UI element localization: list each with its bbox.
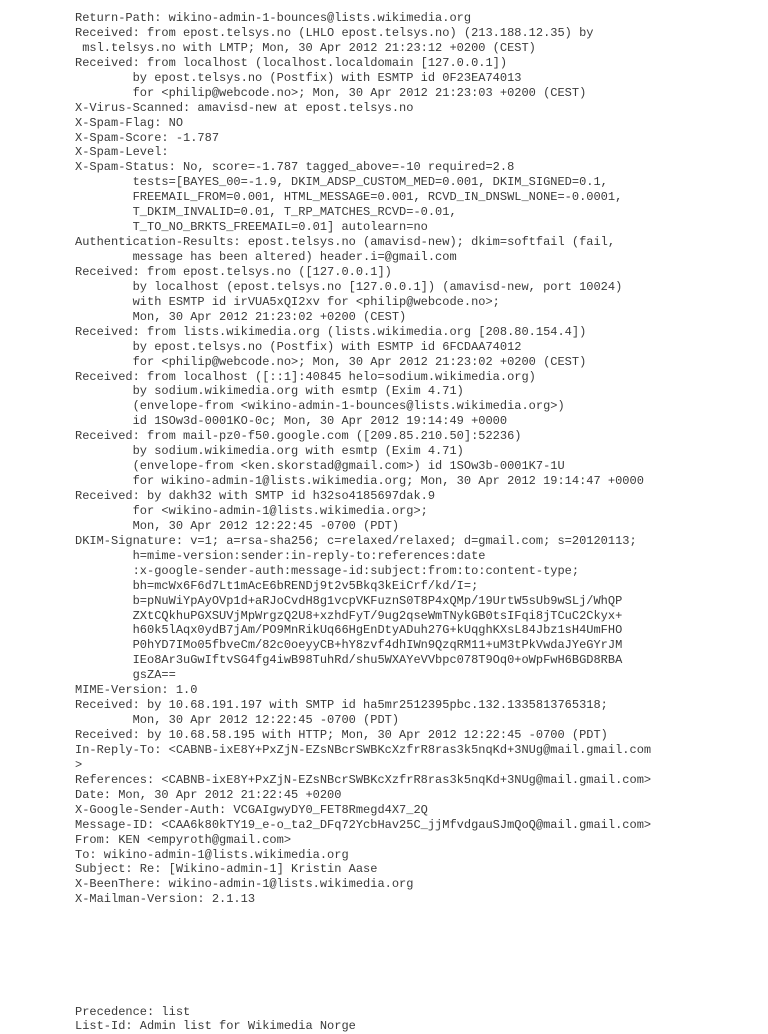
header-line: X-Spam-Score: -1.787 xyxy=(75,130,220,145)
header-line: ZXtCQkhuPGXSUVjMpWrgzQ2U8+xzhdFyT/9ug2qseWmTNykGB0tsIFqi8jTCuC2Ckyx+ xyxy=(75,608,623,623)
header-line: Received: from mail-pz0-f50.google.com ([209.85.210.50]:52236) xyxy=(75,429,522,444)
header-line: T_DKIM_INVALID=0.01, T_RP_MATCHES_RCVD=-0.01, xyxy=(75,205,457,220)
header-line: X-Spam-Level: xyxy=(75,145,169,160)
header-line: for <philip@webcode.no>; Mon, 30 Apr 2012 21:23:02 +0200 (CEST) xyxy=(75,354,587,369)
email-headers-block xyxy=(75,11,760,907)
header-line: X-Virus-Scanned: amavisd-new at epost.telsys.no xyxy=(75,100,414,115)
header-line: Mon, 30 Apr 2012 12:22:45 -0700 (PDT) xyxy=(75,713,400,728)
precedence-header-line: Precedence: list xyxy=(75,1005,191,1019)
header-line: IEo8Ar3uGwIftvSG4fg4iwB98TuhRd/shu5WXAYeVVbpc078T9Oq0+oWpFwH6BGD8RBA xyxy=(75,653,623,668)
header-line: Received: by 10.68.191.197 with SMTP id ha5mr2512395pbc.132.1335813765318; xyxy=(75,698,608,713)
header-line: X-Spam-Status: No, score=-1.787 tagged_above=-10 required=2.8 xyxy=(75,160,515,175)
header-line: X-Mailman-Version: 2.1.13 xyxy=(75,892,256,907)
header-line: by localhost (epost.telsys.no [127.0.0.1]) (amavisd-new, port 10024) xyxy=(75,279,623,294)
header-line: > xyxy=(75,757,83,772)
header-line: Received: by dakh32 with SMTP id h32so4185697dak.9 xyxy=(75,489,436,503)
header-line: In-Reply-To: <CABNB-ixE8Y+PxZjN-EZsNBcrSWBKcXzfrR8ras3k5nqKd+3NUg@mail.gmail.com xyxy=(75,742,652,757)
header-line: for <wikino-admin-1@lists.wikimedia.org>; xyxy=(75,503,428,518)
header-line: for wikino-admin-1@lists.wikimedia.org; Mon, 30 Apr 2012 19:14:47 +0000 xyxy=(75,474,644,489)
header-line: Received: from lists.wikimedia.org (lists.wikimedia.org [208.80.154.4]) xyxy=(75,324,587,339)
header-line: Message-ID: <CAA6k80kTY19_e-o_ta2_DFq72YcbHav25C_jjMfvdgauSJmQoQ@mail.gmail.com> xyxy=(75,817,652,832)
header-line: gsZA== xyxy=(75,668,176,683)
header-line: h=mime-version:sender:in-reply-to:references:date xyxy=(75,548,486,563)
header-line: Date: Mon, 30 Apr 2012 21:22:45 +0200 xyxy=(75,787,342,802)
header-line: b=pNuWiYpAyOVp1d+aRJoCvdH8g1vcpVKFuznS0T8P4xQMp/19UrtW5sUb9wSLj/WhQP xyxy=(75,593,623,608)
header-line: To: wikino-admin-1@lists.wikimedia.org xyxy=(75,847,349,862)
header-line: Mon, 30 Apr 2012 21:23:02 +0200 (CEST) xyxy=(75,309,407,324)
header-line: with ESMTP id irVUA5xQI2xv for <philip@webcode.no>; xyxy=(75,294,500,309)
header-line: msl.telsys.no with LMTP; Mon, 30 Apr 2012 21:23:12 +0200 (CEST) xyxy=(75,40,536,55)
header-line: message has been altered) header.i=@gmail.com xyxy=(75,250,457,264)
header-line: by sodium.wikimedia.org with esmtp (Exim 4.71) xyxy=(75,444,464,459)
header-line: Received: from epost.telsys.no ([127.0.0.1]) xyxy=(75,264,392,279)
header-line: FREEMAIL_FROM=0.001, HTML_MESSAGE=0.001, RCVD_IN_DNSWL_NONE=-0.0001, xyxy=(75,190,623,205)
header-line: bh=mcWx6F6d7Lt1mAcE6bRENDj9t2v5Bkq3kEiCrf/kd/I=; xyxy=(75,578,479,593)
header-line: Return-Path: wikino-admin-1-bounces@lists.wikimedia.org xyxy=(75,11,472,25)
header-line: (envelope-from <wikino-admin-1-bounces@lists.wikimedia.org>) xyxy=(75,399,565,414)
header-line: DKIM-Signature: v=1; a=rsa-sha256; c=relaxed/relaxed; d=gmail.com; s=20120113; xyxy=(75,533,637,548)
header-line: References: <CABNB-ixE8Y+PxZjN-EZsNBcrSWBKcXzfrR8ras3k5nqKd+3NUg@mail.gmail.com> xyxy=(75,772,652,787)
header-line: P0hYD7IMo05fbveCm/82c0oeyyCB+hY8zvf4dhIWn9QzqRM11+uM3tPkVwdaJYeGYrJM xyxy=(75,638,623,653)
header-line: h60k5lAqx0ydB7jAm/PO9MnRikUq66HgEnDtyADuh27G+kUqghKXsL84Jbz1sH4UmFHO xyxy=(75,623,623,638)
header-line: Mon, 30 Apr 2012 12:22:45 -0700 (PDT) xyxy=(75,518,400,533)
header-line: :x-google-sender-auth:message-id:subject:from:to:content-type; xyxy=(75,563,580,578)
header-line: Authentication-Results: epost.telsys.no (amavisd-new); dkim=softfail (fail, xyxy=(75,235,616,250)
header-line: by epost.telsys.no (Postfix) with ESMTP id 6FCDAA74012 xyxy=(75,339,522,354)
header-line: by sodium.wikimedia.org with esmtp (Exim 4.71) xyxy=(75,384,464,399)
header-line: id 1SOw3d-0001KO-0c; Mon, 30 Apr 2012 19:14:49 +0000 xyxy=(75,414,508,429)
header-line: Received: by 10.68.58.195 with HTTP; Mon, 30 Apr 2012 12:22:45 -0700 (PDT) xyxy=(75,728,608,742)
header-line: Received: from localhost ([::1]:40845 helo=sodium.wikimedia.org) xyxy=(75,369,536,384)
header-line: by epost.telsys.no (Postfix) with ESMTP id 0F23EA74013 xyxy=(75,70,522,85)
header-line: From: KEN <empyroth@gmail.com> xyxy=(75,832,292,847)
header-line: X-BeenThere: wikino-admin-1@lists.wikimedia.org xyxy=(75,877,414,892)
header-line: tests=[BAYES_00=-1.9, DKIM_ADSP_CUSTOM_MED=0.001, DKIM_SIGNED=0.1, xyxy=(75,175,608,190)
header-line: for <philip@webcode.no>; Mon, 30 Apr 2012 21:23:03 +0200 (CEST) xyxy=(75,85,587,100)
header-line: (envelope-from <ken.skorstad@gmail.com>) id 1SOw3b-0001K7-1U xyxy=(75,459,565,474)
header-line: X-Spam-Flag: NO xyxy=(75,115,184,130)
header-line: T_TO_NO_BRKTS_FREEMAIL=0.01] autolearn=no xyxy=(75,220,428,235)
cutoff-header-line: List-Id: Admin list for Wikimedia Norge xyxy=(75,1019,356,1033)
header-line: Subject: Re: [Wikino-admin-1] Kristin Aase xyxy=(75,862,378,877)
header-line: X-Google-Sender-Auth: VCGAIgwyDY0_FET8Rmegd4X7_2Q xyxy=(75,802,428,817)
header-line: Received: from localhost (localhost.localdomain [127.0.0.1]) xyxy=(75,55,508,70)
header-line: MIME-Version: 1.0 xyxy=(75,683,198,698)
header-line: Received: from epost.telsys.no (LHLO epost.telsys.no) (213.188.12.35) by xyxy=(75,25,594,40)
